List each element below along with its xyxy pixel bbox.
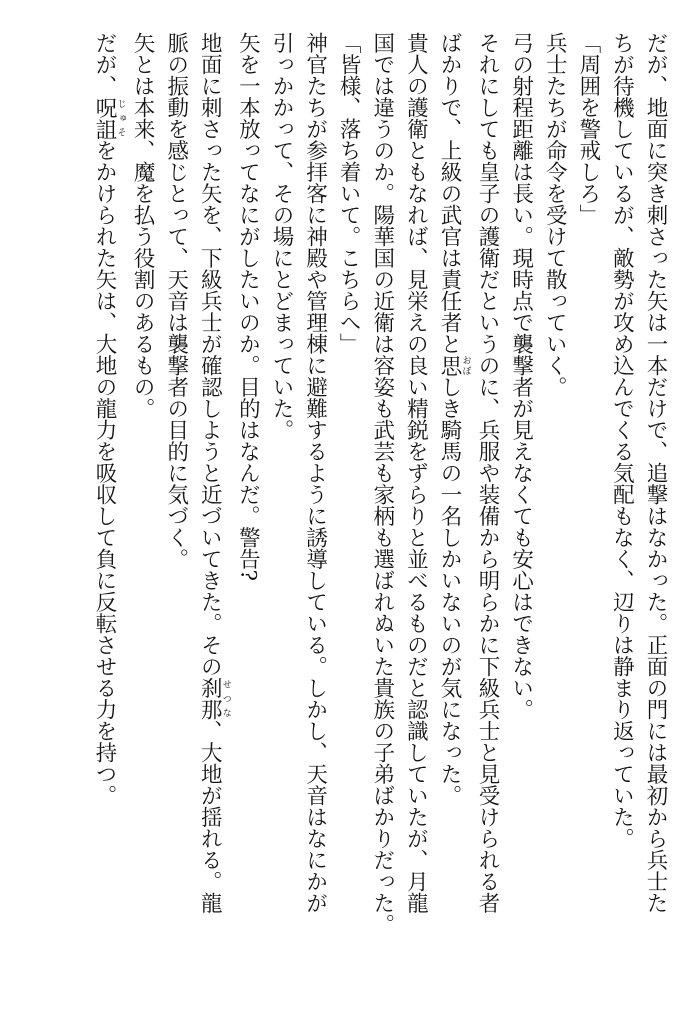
- text-line: [231, 32, 265, 992]
- text-line: [432, 32, 470, 992]
- text-line: [399, 32, 433, 992]
- text-segment: ちが待機しているが、敵勢が攻め込んでくる気配もなく、辺りは静まり返っていた。: [609, 32, 635, 849]
- text-line: [605, 32, 639, 992]
- ruby-annotation: [197, 677, 231, 720]
- text-segment: 弓の射程距離は長い。現時点で襲撃者が見えなくても安心はできない。: [508, 32, 534, 720]
- ruby-annotation: [436, 354, 471, 377]
- text-segment: 、大地が揺れる。龍: [197, 720, 223, 914]
- text-line: [332, 32, 366, 992]
- ruby-base: 思: [436, 354, 462, 376]
- text-line: [298, 32, 332, 992]
- text-line: [159, 32, 193, 992]
- text-segment: 矢を一本放ってなにがしたいのか。目的はなんだ。警告?: [235, 32, 261, 582]
- text-segment: 国では違うのか。陽華国の近衛は容姿も武芸も家柄も選ばれぬいた貴族の子弟ばかりだった。: [369, 32, 395, 935]
- ruby-base: 刹那: [197, 677, 223, 720]
- text-line: [571, 32, 605, 992]
- text-line: [193, 32, 231, 992]
- ruby-reading: じゅそ: [115, 96, 126, 140]
- text-line: [365, 32, 399, 992]
- text-segment: 地面に刺さった矢を、下級兵士が確認しようと近づいてきた。その: [197, 32, 223, 677]
- vertical-text-body: [87, 32, 672, 992]
- text-line: [538, 32, 572, 992]
- text-line: [126, 32, 160, 992]
- text-segment: 矢とは本来、魔を払う役割のあるもの。: [130, 32, 156, 419]
- text-segment: 「皆様、落ち着いて。こちらへ」: [336, 32, 362, 355]
- text-segment: 引っかかって、その場にとどまっていた。: [268, 32, 294, 441]
- text-segment: をかけられた矢は、大地の龍力を吸収して負に反転させる力を持つ。: [92, 139, 117, 806]
- text-line: [504, 32, 538, 992]
- text-segment: しき騎馬の一名しかいないのが気になった。: [436, 376, 462, 806]
- text-segment: だが、地面に突き刺さった矢は一本だけで、追撃はなかった。正面の門には最初から兵士た: [643, 32, 668, 914]
- text-line: [638, 32, 672, 992]
- text-segment: だが、: [92, 32, 117, 97]
- text-segment: 兵士たちが命令を受けて散っていく。: [542, 32, 568, 398]
- ruby-reading: おぼ: [460, 354, 471, 376]
- text-segment: 神官たちが参拝客に神殿や管理棟に避難するように誘導している。しかし、天音はなにかが: [302, 32, 328, 914]
- text-line: [264, 32, 298, 992]
- text-segment: それにしても皇子の護衛だというのに、兵服や装備から明らかに下級兵士と見受けられる者: [475, 32, 501, 914]
- text-line: [87, 32, 125, 992]
- text-segment: 「周囲を警戒しろ」: [575, 32, 601, 226]
- ruby-annotation: [92, 96, 126, 140]
- text-segment: 貴人の護衛ともなれば、見栄えの良い精鋭をずらりと並べるものだと認識していたが、月龍: [403, 32, 429, 914]
- text-segment: 脈の振動を感じとって、天音は襲撃者の目的に気づく。: [163, 32, 189, 570]
- text-segment: ばかりで、上級の武官は責任者と: [436, 32, 462, 355]
- text-line: [470, 32, 504, 992]
- ruby-base: 呪詛: [92, 96, 117, 140]
- ruby-reading: せつな: [220, 677, 231, 720]
